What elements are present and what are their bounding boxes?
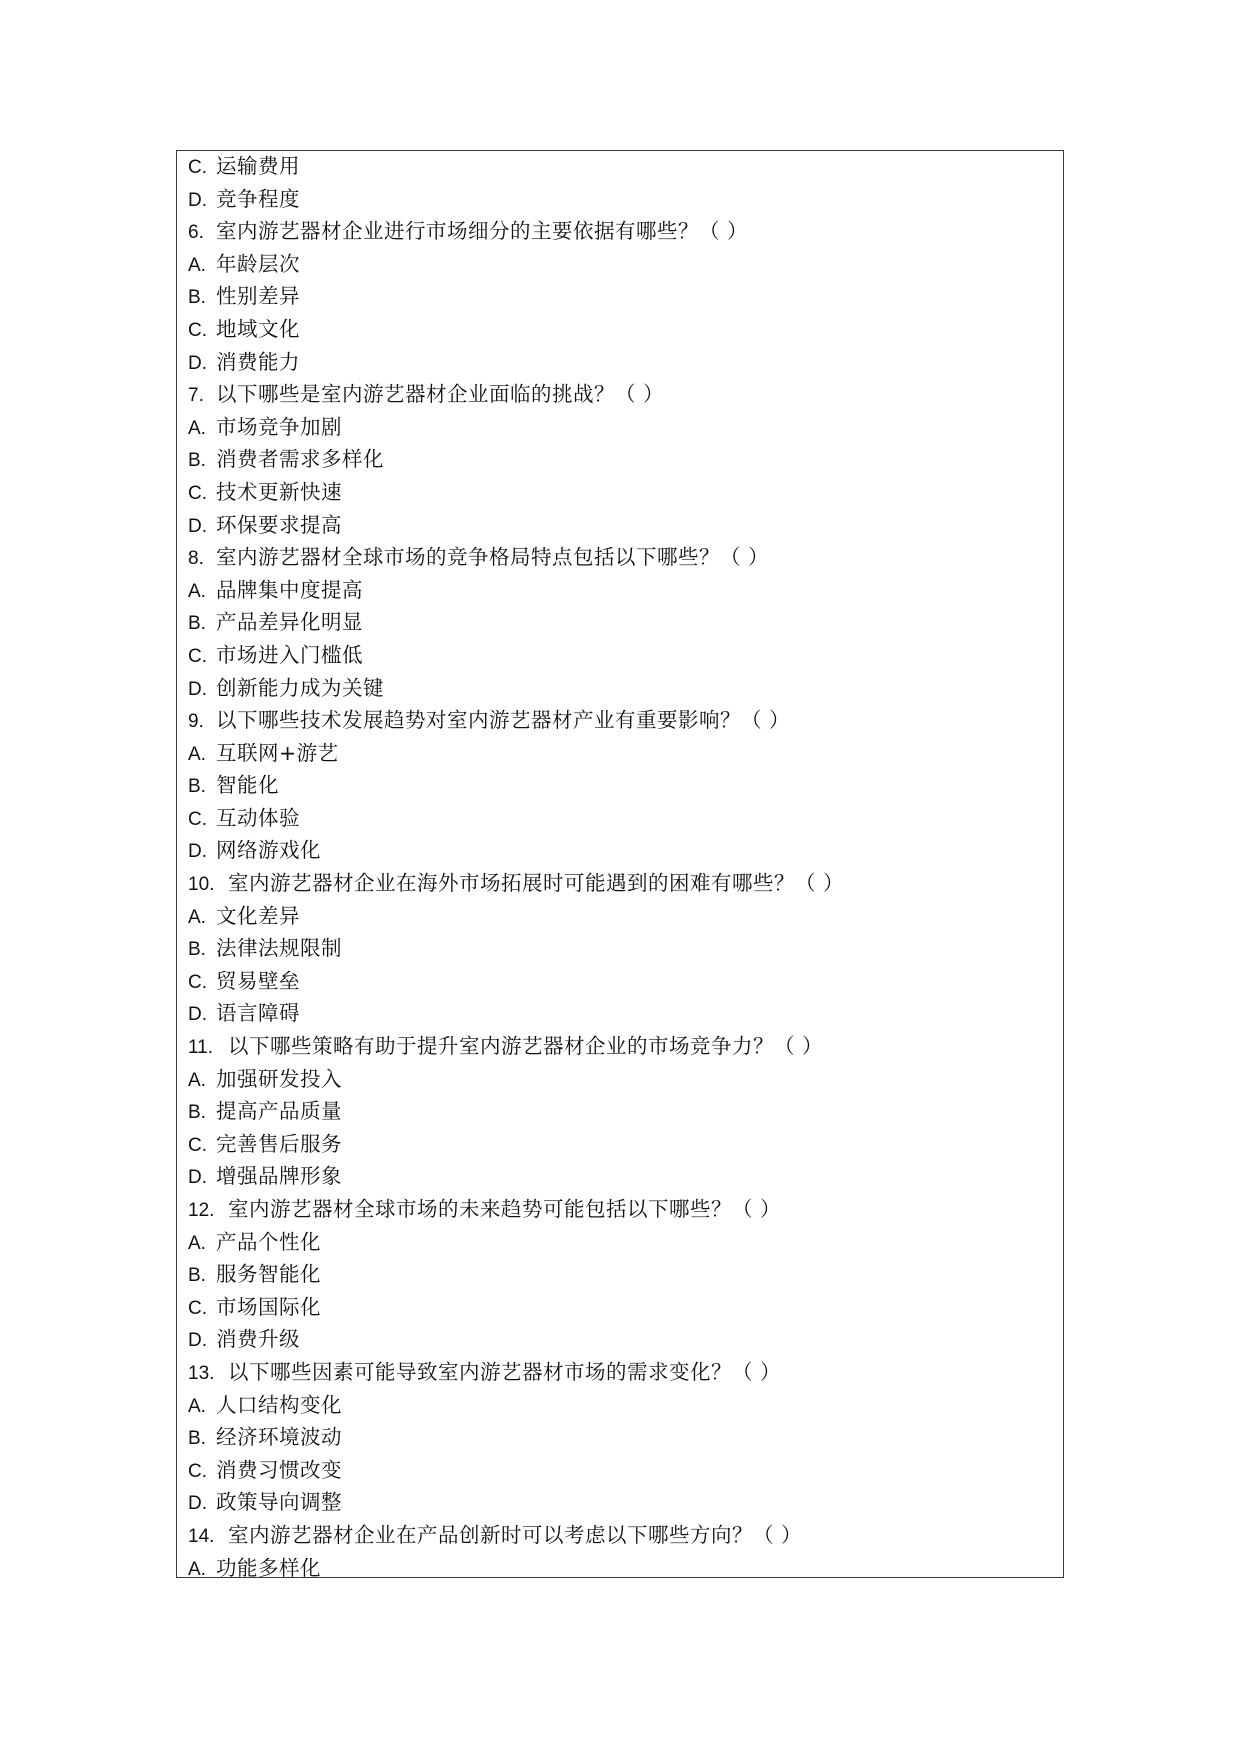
option-letter: C. xyxy=(188,1297,207,1319)
question-number: 6. xyxy=(188,222,204,244)
option-letter: D. xyxy=(188,189,207,211)
question-line xyxy=(188,867,1048,900)
option-text: 年龄层次 xyxy=(216,251,300,276)
option-letter: A. xyxy=(188,254,206,276)
option-line xyxy=(188,509,1048,542)
option-text: 品牌集中度提高 xyxy=(216,577,363,602)
option-letter: B. xyxy=(188,1102,206,1124)
option-text: 市场进入门槛低 xyxy=(216,642,363,667)
option-letter: A. xyxy=(188,580,206,602)
question-number: 9. xyxy=(188,711,204,733)
option-line xyxy=(188,932,1048,965)
option-line xyxy=(188,1258,1048,1291)
option-line xyxy=(188,476,1048,509)
question-text: 以下哪些策略有助于提升室内游艺器材企业的市场竞争力？（ ） xyxy=(228,1034,824,1059)
option-line xyxy=(188,1552,1048,1585)
option-text: 产品差异化明显 xyxy=(216,610,363,635)
option-letter: D. xyxy=(188,1493,207,1515)
option-line xyxy=(188,1454,1048,1487)
option-text: 产品个性化 xyxy=(216,1229,321,1254)
option-text: 人口结构变化 xyxy=(216,1392,342,1417)
question-text: 室内游艺器材企业进行市场细分的主要依据有哪些？（ ） xyxy=(216,219,749,244)
option-line xyxy=(188,183,1048,216)
option-letter: A. xyxy=(188,743,206,765)
option-letter: D. xyxy=(188,1167,207,1189)
question-number: 10. xyxy=(188,874,215,896)
option-text: 服务智能化 xyxy=(216,1262,321,1287)
option-letter: A. xyxy=(188,1232,206,1254)
option-line xyxy=(188,965,1048,998)
option-letter: C. xyxy=(188,971,207,993)
option-line xyxy=(188,639,1048,672)
question-text: 室内游艺器材企业在产品创新时可以考虑以下哪些方向？（ ） xyxy=(228,1522,803,1547)
option-line xyxy=(188,443,1048,476)
option-text: 功能多样化 xyxy=(216,1555,321,1580)
option-text: 消费习惯改变 xyxy=(216,1457,342,1482)
option-text: 性别差异 xyxy=(216,284,300,309)
option-line xyxy=(188,737,1048,770)
option-letter: C. xyxy=(188,808,207,830)
option-letter: A. xyxy=(188,417,206,439)
option-text: 地域文化 xyxy=(216,316,300,341)
option-line xyxy=(188,900,1048,933)
question-number: 12. xyxy=(188,1200,215,1221)
option-letter: A. xyxy=(188,1558,206,1580)
option-line xyxy=(188,574,1048,607)
option-letter: B. xyxy=(188,1265,206,1287)
option-line xyxy=(188,1063,1048,1096)
question-line xyxy=(188,541,1048,574)
option-letter: B. xyxy=(188,1428,206,1450)
option-line xyxy=(188,997,1048,1030)
option-letter: D. xyxy=(188,1330,207,1352)
option-text: 完善售后服务 xyxy=(216,1131,342,1156)
option-letter: B. xyxy=(188,450,206,472)
option-text: 技术更新快速 xyxy=(216,479,342,504)
option-line xyxy=(188,1160,1048,1193)
question-line xyxy=(188,1356,1048,1389)
option-letter: B. xyxy=(188,613,206,635)
question-number: 7. xyxy=(188,385,204,407)
question-text: 室内游艺器材全球市场的未来趋势可能包括以下哪些？（ ） xyxy=(228,1197,782,1221)
question-text: 室内游艺器材全球市场的竞争格局特点包括以下哪些？（ ） xyxy=(216,545,770,570)
option-letter: B. xyxy=(188,776,206,798)
question-text: 以下哪些技术发展趋势对室内游艺器材产业有重要影响？（ ） xyxy=(216,708,791,733)
option-text: 互联网+游艺 xyxy=(216,740,339,765)
option-text: 语言障碍 xyxy=(216,1001,300,1026)
question-line xyxy=(188,704,1048,737)
option-text: 竞争程度 xyxy=(216,186,300,211)
option-letter: D. xyxy=(188,841,207,863)
option-text: 经济环境波动 xyxy=(216,1425,342,1450)
option-line xyxy=(188,606,1048,639)
option-text: 市场国际化 xyxy=(216,1294,321,1319)
option-text: 提高产品质量 xyxy=(216,1099,342,1124)
question-number: 8. xyxy=(188,548,204,570)
question-number: 11. xyxy=(188,1037,214,1059)
option-text: 消费升级 xyxy=(216,1327,300,1352)
option-text: 网络游戏化 xyxy=(216,838,321,863)
option-text: 互动体验 xyxy=(216,805,300,830)
option-letter: C. xyxy=(188,1134,207,1156)
question-line xyxy=(188,378,1048,411)
option-text: 创新能力成为关键 xyxy=(216,675,384,700)
option-line xyxy=(188,672,1048,705)
option-line xyxy=(188,280,1048,313)
option-text: 文化差异 xyxy=(216,903,300,928)
option-line xyxy=(188,1095,1048,1128)
option-text: 加强研发投入 xyxy=(216,1066,342,1091)
option-line xyxy=(188,1323,1048,1356)
option-line xyxy=(188,802,1048,835)
option-letter: C. xyxy=(188,319,207,341)
option-letter: C. xyxy=(188,157,207,178)
option-line xyxy=(188,834,1048,867)
question-line xyxy=(188,1193,1048,1226)
option-letter: C. xyxy=(188,645,207,667)
question-text: 以下哪些是室内游艺器材企业面临的挑战？（ ） xyxy=(216,382,665,407)
option-line xyxy=(188,411,1048,444)
option-letter: A. xyxy=(188,1395,206,1417)
question-line xyxy=(188,215,1048,248)
option-line xyxy=(188,248,1048,281)
option-line xyxy=(188,346,1048,379)
option-text: 运输费用 xyxy=(216,154,300,178)
option-letter: C. xyxy=(188,482,207,504)
option-text: 市场竞争加剧 xyxy=(216,414,342,439)
option-line xyxy=(188,1421,1048,1454)
option-letter: A. xyxy=(188,1069,206,1091)
option-letter: A. xyxy=(188,906,206,928)
option-text: 增强品牌形象 xyxy=(216,1164,342,1189)
question-text: 以下哪些因素可能导致室内游艺器材市场的需求变化？（ ） xyxy=(228,1359,782,1384)
question-line xyxy=(188,1030,1048,1063)
question-line xyxy=(188,1519,1048,1552)
option-text: 消费者需求多样化 xyxy=(216,447,384,472)
option-text: 环保要求提高 xyxy=(216,512,342,537)
option-text: 贸易壁垒 xyxy=(216,968,300,993)
question-list xyxy=(188,150,1048,1584)
option-line xyxy=(188,1291,1048,1324)
question-number: 14. xyxy=(188,1525,215,1547)
option-line xyxy=(188,1226,1048,1259)
option-letter: D. xyxy=(188,1004,207,1026)
option-line xyxy=(188,313,1048,346)
option-line xyxy=(188,1486,1048,1519)
option-line xyxy=(188,150,1048,183)
question-number: 13. xyxy=(188,1362,215,1384)
option-letter: B. xyxy=(188,939,206,961)
option-text: 法律法规限制 xyxy=(216,936,342,961)
option-line xyxy=(188,1389,1048,1422)
option-letter: D. xyxy=(188,678,207,700)
option-line xyxy=(188,769,1048,802)
option-text: 智能化 xyxy=(216,773,279,798)
option-letter: D. xyxy=(188,352,207,374)
option-letter: D. xyxy=(188,515,207,537)
option-letter: C. xyxy=(188,1460,207,1482)
question-text: 室内游艺器材企业在海外市场拓展时可能遇到的困难有哪些？（ ） xyxy=(228,871,845,896)
option-text: 消费能力 xyxy=(216,349,300,374)
option-text: 政策导向调整 xyxy=(216,1490,342,1515)
option-line xyxy=(188,1128,1048,1161)
option-letter: B. xyxy=(188,287,206,309)
